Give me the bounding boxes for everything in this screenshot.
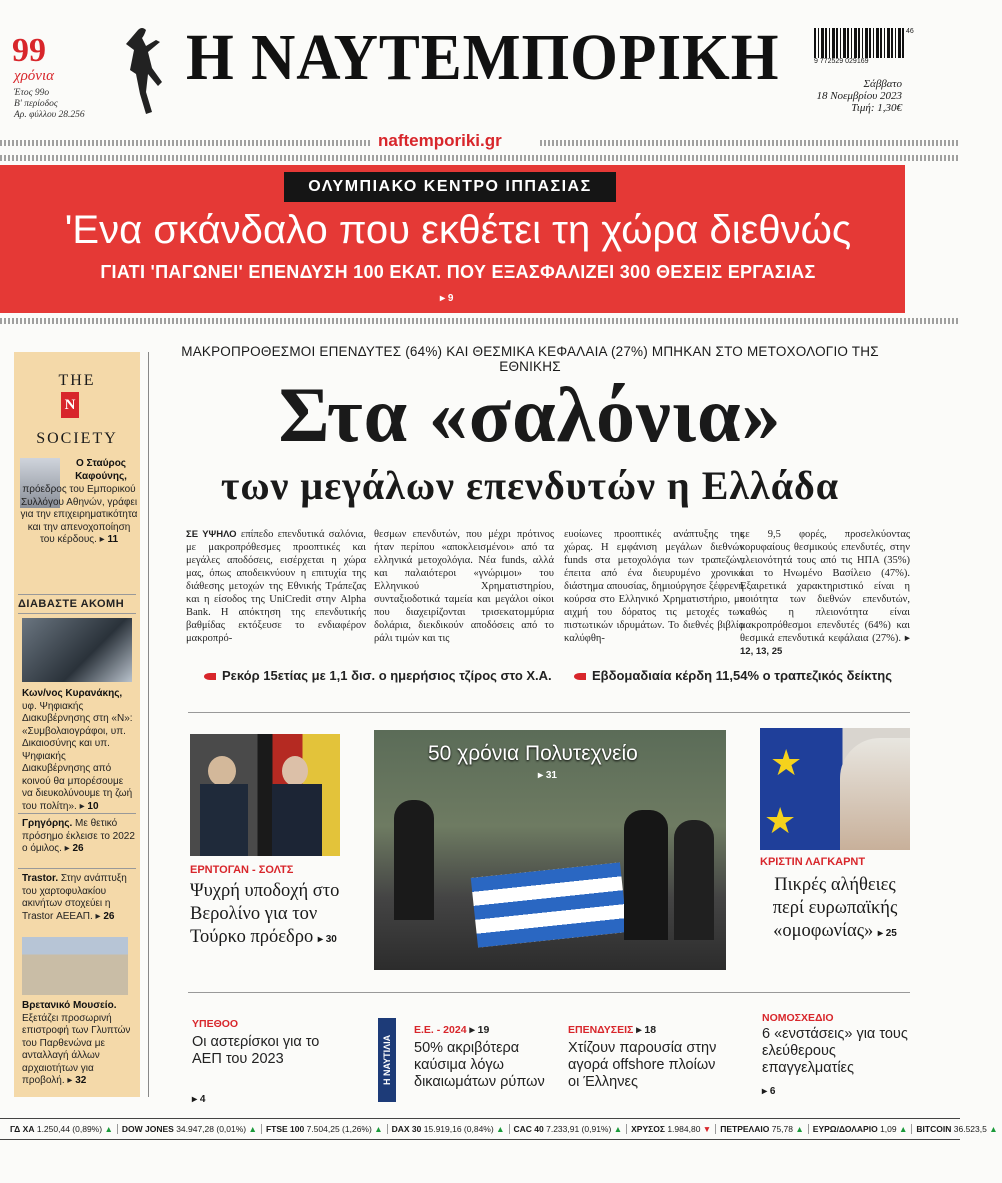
divider	[0, 140, 370, 146]
item-ref: 32	[75, 1075, 87, 1086]
story-erdogan[interactable]	[190, 880, 350, 951]
up-arrow-icon: ▲	[374, 1124, 383, 1134]
ticker-item: ΓΔ ΧΑ 1.250,44 (0,89%) ▲	[6, 1124, 118, 1134]
bullet-text: Εβδομαδιαία κέρδη 11,54% ο τραπεζικός δείκτης	[592, 668, 893, 683]
story-label: ΚΡΙΣΤΙΝ ΛΑΓΚΑΡΝΤ	[760, 856, 866, 868]
kyranakis-photo	[22, 618, 132, 682]
bottom-label: ΥΠΕΘΟΟ	[192, 1018, 239, 1030]
read-more-heading: ΔΙΑΒΑΣΤΕ ΑΚΟΜΗ	[18, 598, 125, 610]
main-headline[interactable]: Στα «σαλόνια»	[278, 371, 782, 458]
date-box	[816, 78, 902, 114]
society-body: πρόεδρος του Εμπορικού Συλλόγου Αθηνών, γράφει για την επιχειρηματικότητα και την απενοχοποίηση του κέρδους. ▸ 11	[20, 484, 138, 545]
up-arrow-icon: ▲	[496, 1124, 505, 1134]
sidebar-item-grigoris[interactable]: Γρηγόρης. Με θετικό πρόσημο έκλεισε το 2022 ο όμιλος. ▸ 26	[22, 818, 135, 854]
bottom-label: ΕΠΕΝΔΥΣΕΙΣ ▸ 18	[568, 1024, 657, 1036]
sidebar-item-kyranakis[interactable]: Κων/νος Κυρανάκης, υφ. Ψηφιακής Διακυβέρνησης στη «Ν»: «Συμβολαιογράφοι, υπ. Δικαιοσύνης και υπ. Ψηφιακής Διακυβέρνησης από κοινού θα μπορέσουμε να διευκολύνουμε τη ζωή του πολίτη». ▸ 10	[22, 688, 133, 812]
item-text: υφ. Ψηφιακής Διακυβέρνησης στη «Ν»: «Συμβολαιογράφοι, υπ. Δικαιοσύνης και υπ. Ψηφιακής Διακυβέρνησης από κοινού θα μπορέσουμε να διευκολύνουμε τη ζωή του πολίτη».	[22, 700, 133, 812]
ticker-item: ΕΥΡΩ/ΔΟΛΑΡΙΟ 1,09 ▲	[809, 1124, 913, 1134]
arrow-icon	[574, 673, 586, 680]
issue-date: 18 Νοεμβρίου 2023	[816, 90, 902, 102]
item-text: Εξετάζει προσωρινή επιστροφή των Γλυπτών του Παρθενώνα με ανταλλαγή άλλων αρχαιοτήτων για προβολή.	[22, 1012, 131, 1086]
divider	[18, 813, 136, 814]
society-letter: N	[61, 392, 79, 418]
ticker-item: FTSE 100 7.504,25 (1,26%) ▲	[262, 1124, 388, 1134]
ticker-item: DOW JONES 34.947,28 (0,01%) ▲	[118, 1124, 262, 1134]
hermes-logo-icon	[120, 24, 172, 120]
society-logo	[14, 372, 140, 390]
up-arrow-icon: ▲	[248, 1124, 257, 1134]
item-ref: 26	[72, 843, 84, 854]
divider	[18, 594, 136, 595]
issue-price: Τιμή: 1,30€	[851, 102, 902, 114]
story-ref: ▸ 30	[317, 934, 337, 945]
star-icon: ★	[764, 801, 797, 841]
museum-photo	[22, 937, 128, 995]
up-arrow-icon: ▲	[795, 1124, 804, 1134]
item-name: Κων/νος Κυρανάκης,	[22, 688, 123, 699]
barcode-icon	[814, 28, 906, 58]
issue-number: Αρ. φύλλου 28.256	[14, 110, 85, 120]
society-name: Ο Σταύρος Καφούνης,	[75, 458, 127, 482]
divider	[188, 992, 910, 993]
masthead-title: Η ΝΑΥΤΕΜΠΟΡΙΚΗ	[186, 21, 780, 94]
story-label: ΕΡΝΤΟΓΑΝ - ΣΟΛΤΣ	[190, 864, 294, 876]
society-article[interactable]	[64, 458, 138, 483]
banner-subheadline: ΓΙΑΤΙ 'ΠΑΓΩΝΕΙ' ΕΠΕΝΔΥΣΗ 100 ΕΚΑΤ. ΠΟΥ ΕΞΑΣΦΑΛΙΖΕΙ 300 ΘΕΣΕΙΣ ΕΡΓΑΣΙΑΣ	[100, 262, 816, 282]
divider	[540, 140, 960, 146]
bullet-text: Ρεκόρ 15ετίας με 1,1 δισ. ο ημερήσιος τζίρος στο Χ.Α.	[222, 668, 552, 683]
article-column-4: κε 9,5 φορές, προσελκύοντας κορυφαίους θεσμικούς επενδυτές, στην πλειονότητά τους από τις ΗΠΑ (35%) και το Ηνωμένο Βασίλειο (47%). Εξαιρετικά χαρακτηριστικό είναι η ποιότητα των διεθνών επενδυτών, καθώς η πλειονότητα είναι μακροπρόθεσμοι επενδυτές (64%) και θεσμικά επενδυτικά κεφάλαια (27%). ▸ 12, 13, 25	[740, 529, 910, 657]
sidebar-item-museum[interactable]: Βρετανικό Μουσείο. Εξετάζει προσωρινή επιστροφή των Γλυπτών του Παρθενώνα με ανταλλαγή άλλων αρχαιοτήτων για προβολή. ▸ 32	[22, 1000, 131, 1086]
polytechnic-title: 50 χρόνια Πολυτεχνείο	[428, 742, 638, 765]
divider	[0, 155, 960, 161]
society-text: πρόεδρος του Εμπορικού Συλλόγου Αθηνών, γράφει για την επιχειρηματικότητα και την απενοχοποίηση του κέρδους.	[20, 484, 138, 545]
banner-kicker: ΟΛΥΜΠΙΑΚΟ ΚΕΝΤΡΟ ΙΠΠΑΣΙΑΣ	[284, 172, 616, 202]
story-title: Πικρές αλήθειες περί ευρωπαϊκής «ομοφωνίας»	[772, 875, 898, 941]
article-column-1	[186, 528, 366, 645]
up-arrow-icon: ▲	[989, 1124, 998, 1134]
article-ref: 12, 13, 25	[740, 646, 783, 657]
society-bottom: SOCIETY	[36, 430, 118, 447]
bottom-story-gdp[interactable]	[192, 1034, 322, 1068]
ticker-item: ΠΕΤΡΕΛΑΙΟ 75,78 ▲	[716, 1124, 809, 1134]
item-text: Με θετικό πρόσημο έκλεισε το 2022 ο όμιλος.	[22, 818, 135, 854]
divider	[18, 868, 136, 869]
article-lead: ΣΕ ΥΨΗΛΟ	[186, 529, 237, 540]
item-name: Γρηγόρης.	[22, 818, 73, 829]
sidebar-item-trastor[interactable]: Trastor. Στην ανάπτυξη του χαρτοφυλακίου ακινήτων στοχεύει η Trastor ΑΕΕΑΠ. ▸ 26	[22, 873, 127, 922]
barcode-number: 9 772529 029169	[814, 58, 869, 65]
item-text: Στην ανάπτυξη του χαρτοφυλακίου ακινήτων στοχεύει η Trastor ΑΕΕΑΠ.	[22, 873, 127, 922]
arrow-icon	[204, 673, 216, 680]
issue-info	[14, 88, 85, 121]
story-ref: ▸ 4	[192, 1094, 206, 1105]
anniversary-number: 99	[12, 32, 46, 69]
article-column-2: θεσμων επενδυτών, που μέχρι πρότινος ήταν περίπου «αποκλεισμένοι» από τα ελληνικά μετοχολόγια. Νέα funds, αλλά και παλαιότεροι «γνώριμοι» του Ελληνικού Χρηματιστηρίου, συνταξιοδοτικά ταμεία και μεγάλοι οίκοι που διαχειρίζονται τρισεκατομμύρια δολάρια, διεκδικούν αποδόσεις από το ράλι τιμών και τις	[374, 529, 554, 644]
bullet-record[interactable]	[204, 668, 552, 683]
divider	[18, 613, 136, 614]
market-ticker	[0, 1118, 998, 1140]
shipping-tag: Η ΝΑΥΤΙΛΙΑ	[378, 1018, 396, 1102]
column-divider	[148, 352, 149, 1097]
society-ref: 11	[107, 534, 119, 545]
story-title: Οι αστερίσκοι για το ΑΕΠ του 2023	[192, 1034, 320, 1067]
issue-day: Σάββατο	[863, 78, 902, 90]
up-arrow-icon: ▲	[613, 1124, 623, 1134]
barcode-suffix: 46	[906, 28, 914, 35]
story-lagarde[interactable]	[760, 874, 910, 945]
story-ref: ▸ 25	[877, 928, 897, 939]
story-ref: ▸ 6	[762, 1086, 776, 1097]
lagarde-photo	[760, 728, 910, 850]
divider	[0, 318, 960, 324]
item-ref: 10	[87, 800, 99, 812]
ticker-item: BITCOIN 36.523,5 ▲	[916, 1124, 998, 1134]
bottom-label: Ε.Ε. - 2024 ▸ 19	[414, 1024, 490, 1036]
article-text: κε 9,5 φορές, προσελκύοντας κορυφαίους θεσμικούς επενδυτές, στην πλειονότητά τους από τις ΗΠΑ (35%) και το Ηνωμένο Βασίλειο (47%). Εξαιρετικά χαρακτηριστικό είναι η ποιότητα των διεθνών επενδυτών, καθώς η πλειονότητα είναι μακροπρόθεσμοι επενδυτές (64%) και θεσμικά επενδυτικά κεφάλαια (27%).	[740, 529, 910, 644]
greek-flag-icon	[471, 862, 627, 947]
website-link[interactable]: naftemporiki.gr	[378, 131, 502, 150]
erdogan-scholz-photo	[190, 734, 340, 856]
main-subheadline: των μεγάλων επενδυτών η Ελλάδα	[220, 463, 840, 508]
bottom-story-fuel[interactable]: 50% ακριβότερα καύσιμα λόγω δικαιωμάτων ρύπων	[414, 1040, 545, 1090]
star-icon: ★	[770, 743, 803, 783]
bottom-label: ΝΟΜΟΣΧΕΔΙΟ	[762, 1012, 834, 1024]
issue-year: Έτος 99ο	[14, 88, 50, 98]
story-title: Ψυχρή υποδοχή στο Βερολίνο για τον Τούρκο πρόεδρο	[190, 881, 340, 947]
bullet-weekly[interactable]	[574, 668, 892, 683]
society-top: THE	[58, 372, 96, 389]
issue-period: Β' περίοδος	[14, 99, 58, 109]
polytechnic-ref: ▸ 31	[538, 770, 557, 781]
ticker-item: ΧΡΥΣΟΣ 1.984,80 ▼	[627, 1124, 716, 1134]
ticker-item: DAX 30 15.919,16 (0,84%) ▲	[388, 1124, 510, 1134]
item-name: Trastor.	[22, 873, 59, 884]
article-column-3: ευοίωνες προοπτικές ανάπτυξης της χώρας. Η εμφάνιση μεγάλων διεθνών funds στα μετοχολόγια των τραπεζών, έπειτα από ένα διευρυμένο χρονικό διάστημα απουσίας, δημιούργησε ξέφρενη κούρσα στο Ελληνικό Χρηματιστήριο, με αιχμή του δόρατος τις μετοχές των πιστωτικών ιδρυμάτων. Το διεθνές βιβλίο καλύφθη-	[564, 529, 744, 644]
ticker-item: CAC 40 7.233,91 (0,91%) ▲	[510, 1124, 628, 1134]
up-arrow-icon: ▲	[899, 1124, 908, 1134]
down-arrow-icon: ▼	[702, 1124, 712, 1134]
item-ref: 26	[103, 910, 115, 922]
banner-page-number: 9	[447, 293, 454, 304]
polytechnic-photo[interactable]	[374, 730, 726, 970]
bottom-story-offshore[interactable]: Χτίζουν παρουσία στην αγορά offshore πλοίων οι Έλληνες	[568, 1040, 717, 1090]
article-text: επίπεδο επενδυτικά σαλόνια, με μακροπρόθεσμες προοπτικές και μεγάλες αποδόσεις, εισέρχεται η χώρα μας, όπως αποδεικνύουν η επιτυχία της διάθεσης μετοχών της Εθνικής Τράπεζας και η είσοδος της UniCredit στην Alpha Bank. Η απόκτηση της επενδυτικής βαθμίδας εκτόξευσε το ενδιαφέρον μακροπρό-	[186, 529, 367, 644]
bottom-story-professionals[interactable]: 6 «ενστάσεις» για τους ελεύθερους επαγγελματίες	[762, 1026, 908, 1076]
up-arrow-icon: ▲	[104, 1124, 113, 1134]
item-name: Βρετανικό Μουσείο.	[22, 1000, 117, 1011]
divider	[188, 712, 910, 713]
banner-headline[interactable]: 'Ενα σκάνδαλο που εκθέτει τη χώρα διεθνώς	[64, 208, 852, 252]
anniversary-word: χρόνια	[14, 68, 54, 84]
main-kicker: ΜΑΚΡΟΠΡΟΘΕΣΜΟΙ ΕΠΕΝΔΥΤΕΣ (64%) ΚΑΙ ΘΕΣΜΙΚΑ ΚΕΦΑΛΑΙΑ (27%) ΜΠΗΚΑΝ ΣΤΟ ΜΕΤΟΧΟΛΟΓΙΟ ΤΗΣ ΕΘΝΙΚΗΣ	[181, 344, 879, 374]
banner-page-ref: ▸ 9	[440, 293, 454, 304]
